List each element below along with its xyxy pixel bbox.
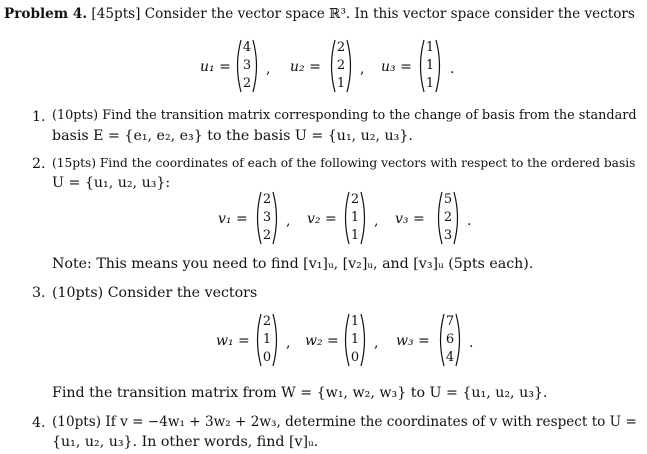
w2-entry-1: 1 xyxy=(350,314,360,329)
v3-vector xyxy=(434,190,462,246)
problem-points: [45pts] xyxy=(91,6,141,22)
u1-sep: , xyxy=(266,61,271,77)
problem-header xyxy=(4,8,635,22)
part3-line1: (10pts) Consider the vectors xyxy=(52,285,258,301)
v1-label: v₁ = xyxy=(218,211,248,227)
part1-line2: basis E = {e₁, e₂, e₃} to the basis U = {u₁, u₂, u₃}. xyxy=(52,128,413,144)
w3-label: w₃ = xyxy=(396,333,430,349)
w1-entry-3: 0 xyxy=(262,350,272,365)
w2-entry-2: 1 xyxy=(350,332,360,347)
part4-line2: {u₁, u₂, u₃}. In other words, find [v]ᵤ. xyxy=(52,434,319,450)
part2-note: Note: This means you need to find [v₁]ᵤ, [v₂]ᵤ, and [v₃]ᵤ (5pts each). xyxy=(52,256,534,272)
u3-entry-2: 1 xyxy=(425,58,435,73)
problem-intro: Consider the vector space ℝ³. In this vector space consider the vectors xyxy=(144,6,635,22)
part4-number: 4. xyxy=(32,415,46,431)
problem-title: Problem 4. xyxy=(4,6,88,22)
v3-sep: . xyxy=(467,213,472,229)
part3-line2: Find the transition matrix from W = {w₁, w₂, w₃} to U = {u₁, u₂, u₃}. xyxy=(52,385,548,401)
v3-entry-2: 2 xyxy=(443,210,453,225)
part1-line1: (10pts) Find the transition matrix corresponding to the change of basis from the standard xyxy=(52,108,637,123)
u2-vector xyxy=(327,38,355,94)
part2-line1: (15pts) Find the coordinates of each of the following vectors with respect to the ordered basis xyxy=(52,156,636,170)
w1-label: w₁ = xyxy=(216,333,250,349)
part1-number: 1. xyxy=(32,109,46,125)
part4-line1: (10pts) If v = −4w₁ + 3w₂ + 2w₃, determine the coordinates of v with respect to U = xyxy=(52,414,637,430)
u3-entry-1: 1 xyxy=(425,40,435,55)
w3-entry-3: 4 xyxy=(445,350,455,365)
u2-entry-3: 1 xyxy=(336,76,346,91)
part2-number: 2. xyxy=(32,156,46,172)
v1-entry-3: 2 xyxy=(262,228,272,243)
u2-sep: , xyxy=(360,61,365,77)
w1-sep: , xyxy=(286,335,291,351)
w3-entry-1: 7 xyxy=(445,314,455,329)
u2-label: u₂ = xyxy=(290,59,321,75)
v1-entry-2: 3 xyxy=(262,210,272,225)
w1-entry-2: 1 xyxy=(262,332,272,347)
v2-entry-3: 1 xyxy=(350,228,360,243)
v1-vector xyxy=(253,190,281,246)
u3-vector xyxy=(416,38,444,94)
w2-sep: , xyxy=(374,335,379,351)
v2-entry-1: 2 xyxy=(350,192,360,207)
v2-label: v₂ = xyxy=(307,211,337,227)
u1-label: u₁ = xyxy=(200,59,231,75)
u3-entry-3: 1 xyxy=(425,76,435,91)
w2-label: w₂ = xyxy=(305,333,339,349)
w1-entry-1: 2 xyxy=(262,314,272,329)
u2-entry-1: 2 xyxy=(336,40,346,55)
u1-vector xyxy=(233,38,261,94)
w2-vector xyxy=(341,312,369,368)
w1-vector xyxy=(253,312,281,368)
w3-vector xyxy=(436,312,464,368)
part2-line2: U = {u₁, u₂, u₃}: xyxy=(52,175,171,191)
w2-entry-3: 0 xyxy=(350,350,360,365)
part3-number: 3. xyxy=(32,285,46,301)
w3-entry-2: 6 xyxy=(445,332,455,347)
w3-sep: . xyxy=(469,335,474,351)
v2-entry-2: 1 xyxy=(350,210,360,225)
u1-entry-3: 2 xyxy=(242,76,252,91)
v1-sep: , xyxy=(286,213,291,229)
u3-label: u₃ = xyxy=(381,59,412,75)
v2-sep: , xyxy=(374,213,379,229)
u2-entry-2: 2 xyxy=(336,58,346,73)
v2-vector xyxy=(341,190,369,246)
u3-sep: . xyxy=(450,61,455,77)
u1-entry-2: 3 xyxy=(242,58,252,73)
v3-label: v₃ = xyxy=(395,211,425,227)
v3-entry-1: 5 xyxy=(443,192,453,207)
v3-entry-3: 3 xyxy=(443,228,453,243)
v1-entry-1: 2 xyxy=(262,192,272,207)
u1-entry-1: 4 xyxy=(242,40,252,55)
